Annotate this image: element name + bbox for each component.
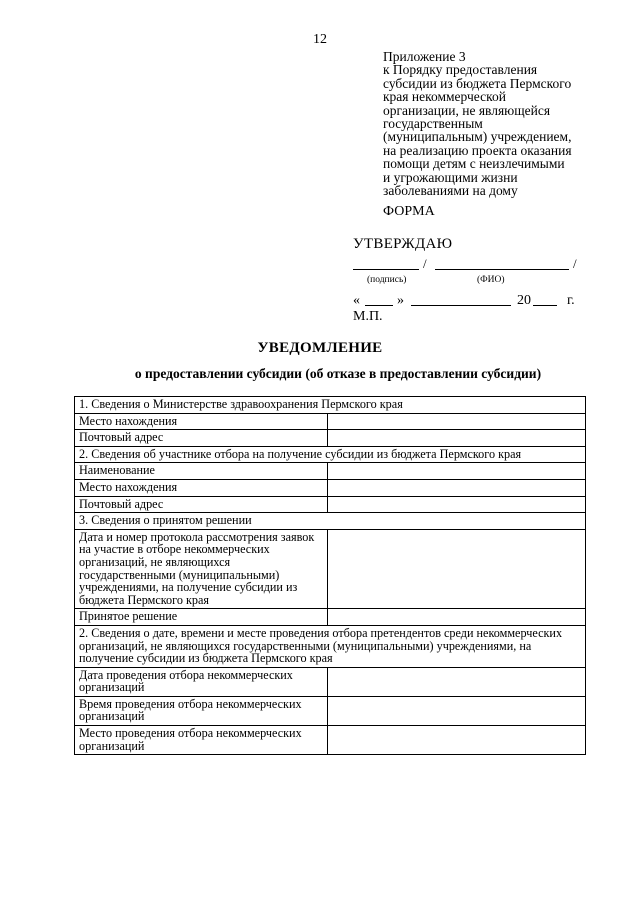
name-caption: (ФИО) [477,275,505,285]
field-row [75,609,586,626]
approval-block [353,236,593,325]
annex-line: Приложение 3 [383,49,466,64]
stamp-placeholder: М.П. [353,309,383,324]
approval-title: УТВЕРЖДАЮ [353,236,453,252]
field-value-cell[interactable] [328,726,586,755]
annex-line: края некоммерческой [383,89,506,105]
section-row [75,397,586,414]
field-row [75,529,586,609]
field-value-cell[interactable] [328,463,586,480]
field-value-cell[interactable] [328,696,586,725]
field-label: Дата и номер протокола рассмотрения заявок на участие в отборе некоммерческих организаций, не являющихся государственными (муниципальными) учреждениями, на получение субсидии из бюджета Пермского края [75,529,328,609]
annex-line: и угрожающими жизни [383,169,518,185]
year-blank [533,305,557,306]
month-blank [411,305,511,306]
annex-line: организации, не являющейся [383,102,551,118]
annex-line: к Порядку предоставления [383,62,538,78]
field-label: Принятое решение [75,609,328,626]
section-row [75,446,586,463]
section-row [75,625,586,667]
field-label: Место нахождения [75,413,328,430]
field-label: Место проведения отбора некоммерческих организаций [75,726,328,755]
field-value-cell[interactable] [328,413,586,430]
field-row [75,726,586,755]
field-label: Дата проведения отбора некоммерческих организаций [75,667,328,696]
name-slash: / [573,256,577,271]
section-row [75,513,586,530]
signature-caption: (подпись) [367,275,407,285]
year-prefix: 20 [517,293,531,308]
field-label: Почтовый адрес [75,496,328,513]
annex-line: заболеваниями на дому [383,183,518,199]
section-heading: 1. Сведения о Министерстве здравоохранения Пермского края [75,397,586,414]
notice-subtitle: о предоставлении субсидии (об отказе в предоставлении субсидии) [134,366,542,381]
annex-line: (муниципальным) учреждением, [383,129,572,145]
signature-captions [353,275,593,287]
quote-close: » [397,293,404,308]
field-row [75,479,586,496]
signature-blank [353,269,419,270]
field-value-cell[interactable] [328,609,586,626]
field-label: Место нахождения [75,479,328,496]
field-value-cell[interactable] [328,479,586,496]
field-row [75,413,586,430]
annex-line: на реализацию проекта оказания [383,142,572,158]
field-row [75,463,586,480]
section-heading: 2. Сведения о дате, времени и месте проведения отбора претендентов среди некоммерческих организаций, не являющихся государственными (муниципальными) учреждениями, на получение субсидии из бюджета Пермского края [75,625,586,667]
field-row [75,430,586,447]
year-suffix: г. [567,293,575,308]
name-blank [435,269,569,270]
field-value-cell[interactable] [328,667,586,696]
form-label: ФОРМА [383,204,435,219]
field-row [75,496,586,513]
page-number: 12 [313,32,327,47]
date-line [353,291,593,309]
field-value-cell[interactable] [328,496,586,513]
annex-heading [383,50,613,197]
notice-title: УВЕДОМЛЕНИЕ [257,340,383,356]
annex-line: государственным [383,116,483,132]
field-row [75,696,586,725]
field-value-cell[interactable] [328,529,586,609]
section-heading: 3. Сведения о принятом решении [75,513,586,530]
field-label: Время проведения отбора некоммерческих организаций [75,696,328,725]
signature-slash: / [423,256,427,271]
field-value-cell[interactable] [328,430,586,447]
field-label: Наименование [75,463,328,480]
section-heading: 2. Сведения об участнике отбора на получение субсидии из бюджета Пермского края [75,446,586,463]
signature-line [353,256,593,273]
day-blank [365,305,393,306]
notice-form-table [74,396,586,755]
annex-line: субсидии из бюджета Пермского [383,75,572,91]
quote-open: « [353,293,360,308]
field-label: Почтовый адрес [75,430,328,447]
field-row [75,667,586,696]
annex-line: помощи детям с неизлечимыми [383,156,565,172]
